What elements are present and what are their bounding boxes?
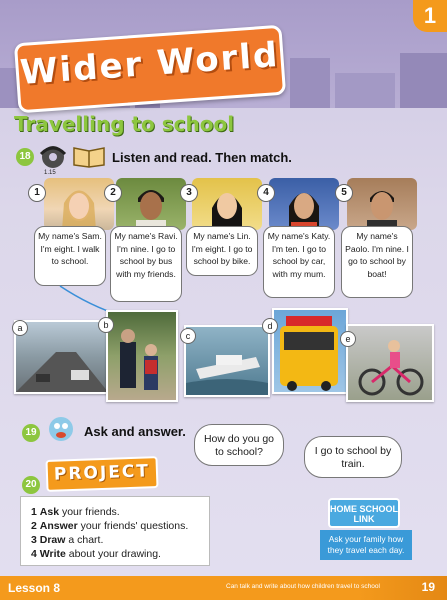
photo-label: b bbox=[98, 317, 114, 333]
project-step: 4 Write about your drawing. bbox=[31, 548, 161, 560]
answer-bubble: I go to school by train. bbox=[304, 436, 402, 478]
activity-number-19: 19 bbox=[22, 424, 40, 442]
speech-bubble: My name's Paolo. I'm nine. I go to school by boat! bbox=[341, 226, 413, 298]
section-title: Travelling to school bbox=[14, 112, 235, 136]
project-step: 1 Ask your friends. bbox=[31, 506, 120, 518]
project-badge: PROJECT bbox=[45, 456, 158, 492]
lesson-label: Lesson 8 bbox=[8, 581, 61, 595]
photo-label: d bbox=[262, 318, 278, 334]
person-number: 1 bbox=[28, 184, 46, 202]
girl-photo bbox=[44, 178, 114, 230]
audio-cd-icon bbox=[38, 144, 68, 170]
activity-19-instruction: Ask and answer. bbox=[84, 424, 186, 439]
speech-bubble: My name's Ravi. I'm nine. I go to school by bus with my friends. bbox=[110, 226, 182, 302]
project-step: 3 Draw a chart. bbox=[31, 534, 104, 546]
activity-number-18: 18 bbox=[16, 148, 34, 166]
book-icon bbox=[72, 144, 106, 168]
page-footer bbox=[0, 576, 447, 600]
project-steps bbox=[20, 496, 210, 566]
photo-label: e bbox=[340, 331, 356, 347]
person-number: 2 bbox=[104, 184, 122, 202]
girl-photo bbox=[269, 178, 339, 230]
photo-girl-on-bike bbox=[346, 324, 434, 402]
audio-track-number: 1.15 bbox=[44, 170, 56, 176]
boy-photo bbox=[347, 178, 417, 230]
person-number: 4 bbox=[257, 184, 275, 202]
lesson-objective: Can talk and write about how children travel to school bbox=[226, 583, 380, 590]
photo-school-bus bbox=[272, 308, 348, 394]
girl-photo bbox=[192, 178, 262, 230]
speech-bubble: My name's Sam. I'm eight. I walk to school. bbox=[34, 226, 106, 286]
activity-number-20: 20 bbox=[22, 476, 40, 494]
photo-road-traffic bbox=[14, 320, 110, 394]
photo-label: c bbox=[180, 328, 196, 344]
talking-character-icon bbox=[46, 414, 76, 444]
person-number: 5 bbox=[335, 184, 353, 202]
photo-label: a bbox=[12, 320, 28, 336]
unit-number-badge: 1 bbox=[413, 0, 447, 32]
home-school-link-box bbox=[320, 498, 412, 560]
speech-bubble: My name's Katy. I'm ten. I go to school by car, with my mum. bbox=[263, 226, 335, 298]
home-school-link-text: Ask your family how they travel each day. bbox=[320, 530, 412, 560]
photo-boat bbox=[184, 325, 270, 397]
question-bubble: How do you go to school? bbox=[194, 424, 284, 466]
speech-bubble: My name's Lin. I'm eight. I go to school by bike. bbox=[186, 226, 258, 276]
boy-photo bbox=[116, 178, 186, 230]
page-title: Wider World bbox=[18, 35, 281, 94]
project-step: 2 Answer your friends' questions. bbox=[31, 520, 189, 532]
person-number: 3 bbox=[180, 184, 198, 202]
activity-18-instruction: Listen and read. Then match. bbox=[112, 150, 292, 165]
header-banner bbox=[0, 0, 447, 108]
page-number: 19 bbox=[421, 580, 435, 594]
home-school-link-title: HOME SCHOOL LINK bbox=[328, 498, 400, 528]
photo-walking-to-school bbox=[106, 310, 178, 402]
